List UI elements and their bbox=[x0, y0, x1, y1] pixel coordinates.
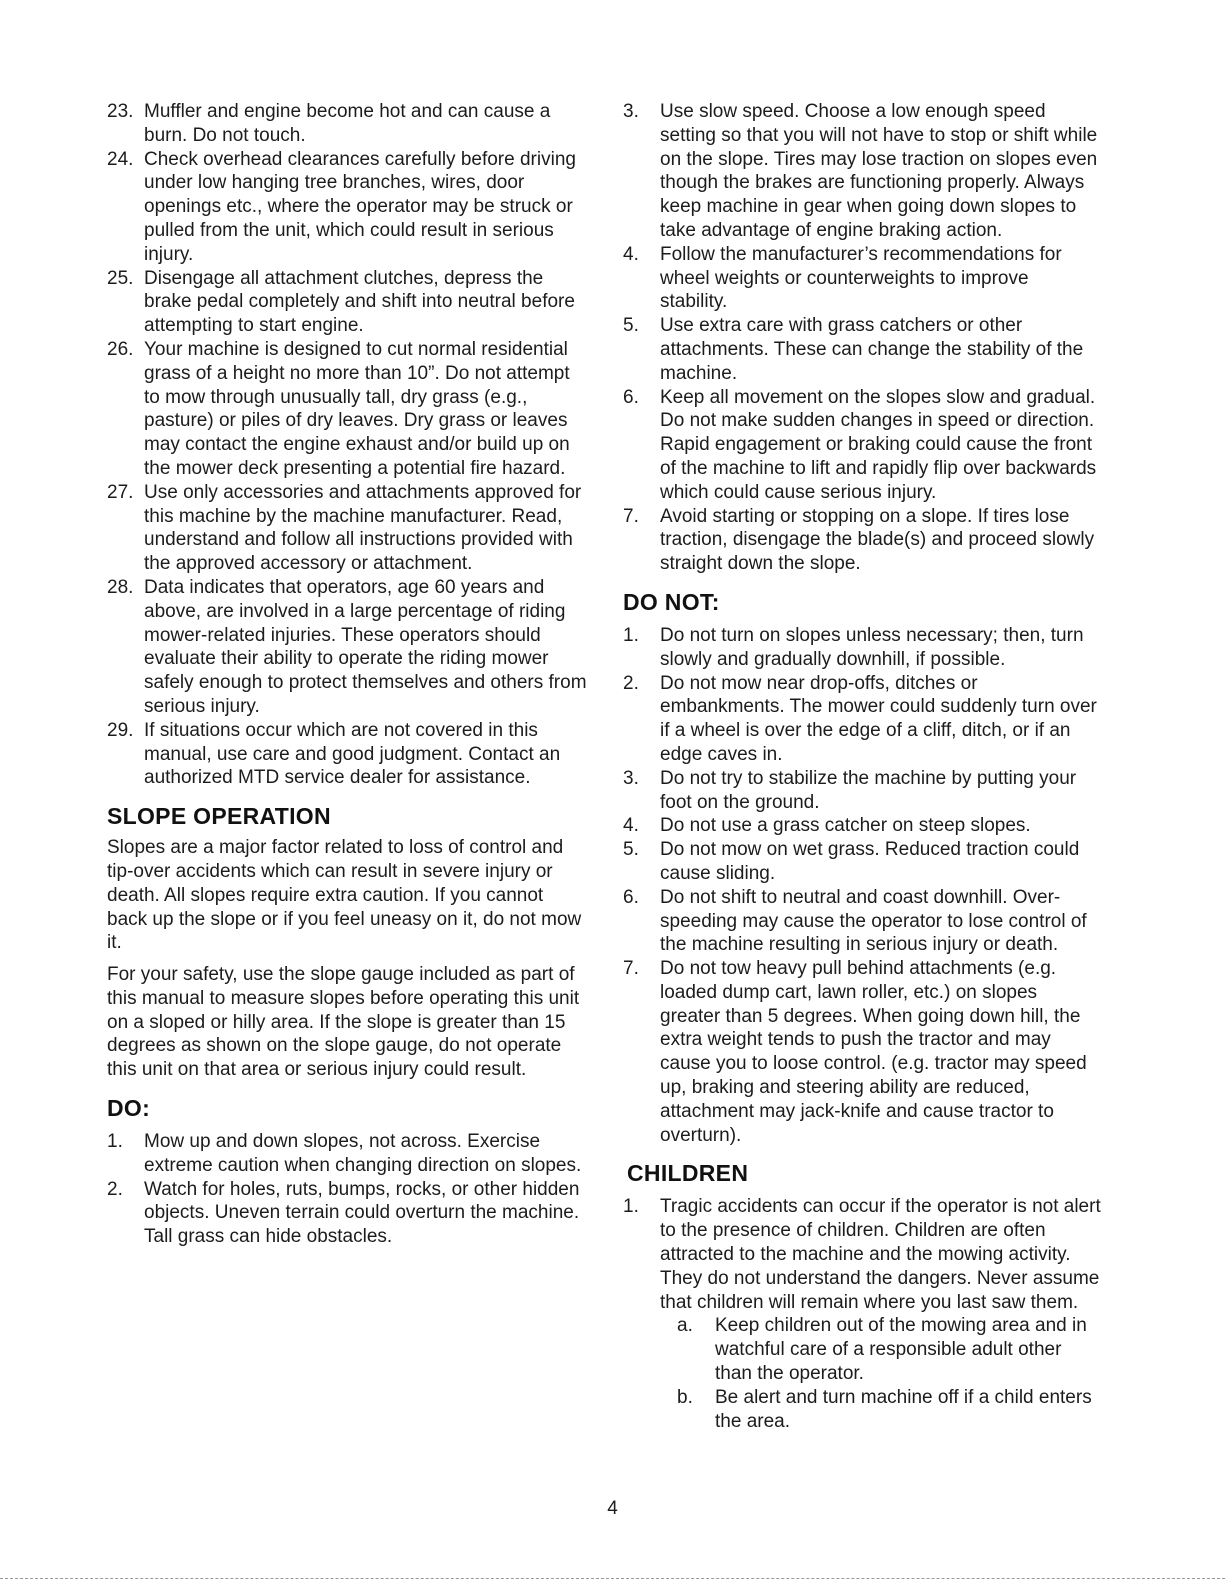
slope-paragraph-2: For your safety, use the slope gauge included as part of this manual to measure slopes before operating this unit on a sloped or hilly area. If the slope is greater than 15 degrees as shown on the slope gauge, do not operate this unit on that area or serious injury could result. bbox=[107, 964, 580, 1081]
item-text: Muffler and engine become hot and can cause a burn. Do not touch. bbox=[144, 101, 551, 146]
sub-list-item bbox=[677, 1386, 1101, 1434]
do-list bbox=[107, 1130, 587, 1249]
item-text: Do not mow on wet grass. Reduced traction could cause sliding. bbox=[660, 839, 1080, 884]
item-number: 24. bbox=[107, 148, 134, 170]
item-number: 23. bbox=[107, 101, 134, 122]
item-number: 6. bbox=[623, 386, 639, 408]
left-column bbox=[107, 100, 587, 1249]
item-text: Do not mow near drop-offs, ditches or embankments. The mower could suddenly turn over if a wheel is over the edge of a cliff, ditch, or if an edge caves in. bbox=[660, 672, 1097, 765]
item-text: Use extra care with grass catchers or other attachments. These can change the stability of the machine. bbox=[660, 315, 1084, 384]
item-number: 6. bbox=[623, 886, 639, 908]
list-item bbox=[623, 814, 1101, 838]
item-number: 27. bbox=[107, 481, 134, 503]
do-list-continued bbox=[623, 100, 1101, 576]
list-item bbox=[107, 576, 587, 719]
list-item bbox=[623, 314, 1101, 385]
list-item bbox=[623, 386, 1101, 505]
sub-item-text: Be alert and turn machine off if a child enters the area. bbox=[715, 1386, 1092, 1432]
item-text: Data indicates that operators, age 60 years and above, are involved in a large percentage of riding mower-related injuries. These operators should evaluate their ability to operate the riding mower safely enough to protect themselves and others from serious injury. bbox=[144, 576, 587, 717]
item-text: Tragic accidents can occur if the operator is not alert to the presence of children. Children are often attracted to the machine and the mowing activity. They do not understand the dangers. Never assume that children will remain where you last saw them. bbox=[660, 1196, 1101, 1313]
item-number: 5. bbox=[623, 315, 639, 337]
item-text: Do not use a grass catcher on steep slopes. bbox=[660, 815, 1031, 837]
item-text: Your machine is designed to cut normal residential grass of a height no more than 10”. Do not attempt to mow through unusually tall, dry grass (e.g., pasture) or piles of dry leaves. Dry grass or leaves may contact the engine exhaust and/or build up on the mower deck presenting a potential fire hazard. bbox=[144, 338, 570, 479]
list-item bbox=[623, 243, 1101, 314]
list-item bbox=[623, 624, 1101, 672]
children-heading: CHILDREN bbox=[627, 1160, 749, 1187]
item-text: Keep all movement on the slopes slow and gradual. Do not make sudden changes in speed or direction. Rapid engagement or braking could cause the front of the machine to lift and rapidly flip over backwards which could cause serious injury. bbox=[660, 386, 1097, 503]
slope-paragraph-1: Slopes are a major factor related to loss of control and tip-over accidents which can result in severe injury or death. All slopes require extra caution. If you cannot back up the slope or if you feel uneasy on it, do not mow it. bbox=[107, 837, 582, 954]
item-number: 25. bbox=[107, 267, 134, 289]
item-text: Mow up and down slopes, not across. Exercise extreme caution when changing direction on slopes. bbox=[144, 1131, 582, 1176]
item-number: 5. bbox=[623, 839, 639, 861]
item-number: 3. bbox=[623, 101, 639, 122]
list-item bbox=[623, 767, 1101, 815]
item-text: Do not try to stabilize the machine by putting your foot on the ground. bbox=[660, 767, 1077, 813]
item-text: Watch for holes, ruts, bumps, rocks, or other hidden objects. Uneven terrain could overturn the machine. Tall grass can hide obstacles. bbox=[144, 1178, 580, 1248]
item-number: 2. bbox=[107, 1178, 123, 1200]
list-item bbox=[107, 267, 587, 338]
page-number: 4 bbox=[607, 1498, 618, 1519]
right-column bbox=[623, 100, 1101, 1433]
item-text: Use only accessories and attachments approved for this machine by the machine manufacturer. Read, understand and follow all instructions provided with the approved accessory or attachment. bbox=[144, 481, 582, 575]
item-number: 7. bbox=[623, 958, 639, 980]
item-text: If situations occur which are not covered in this manual, use care and good judgment. Contact an authorized MTD service dealer for assistance. bbox=[144, 719, 561, 789]
safety-list bbox=[107, 100, 587, 790]
do-not-heading: DO NOT: bbox=[623, 588, 720, 615]
item-text: Do not tow heavy pull behind attachments (e.g. loaded dump cart, lawn roller, etc.) on slopes greater than 5 degrees. When going down hill, the extra weight tends to push the tractor and may cause you to loose control. (e.g. tractor may speed up, braking and steering ability are reduced, attachment may jack-knife and cause tractor to overturn). bbox=[660, 958, 1087, 1146]
item-text: Avoid starting or stopping on a slope. If tires lose traction, disengage the blade(s) and proceed slowly straight down the slope. bbox=[660, 505, 1095, 575]
item-text: Use slow speed. Choose a low enough speed setting so that you will not have to stop or shift while on the slope. Tires may lose traction on slopes even though the brakes are functioning properly. Always keep machine in gear when going down slopes to take advantage of engine braking action. bbox=[660, 101, 1098, 241]
list-item bbox=[623, 1195, 1101, 1433]
do-heading: DO: bbox=[107, 1095, 151, 1122]
sub-item-letter: b. bbox=[677, 1386, 693, 1408]
list-item bbox=[107, 100, 587, 148]
sub-item-text: Keep children out of the mowing area and in watchful care of a responsible adult other than the operator. bbox=[715, 1315, 1087, 1385]
item-number: 7. bbox=[623, 505, 639, 527]
item-number: 1. bbox=[623, 1196, 639, 1218]
sub-list-item bbox=[677, 1314, 1101, 1385]
item-text: Follow the manufacturer’s recommendations for wheel weights or counterweights to improve stability. bbox=[660, 243, 1062, 313]
list-item bbox=[107, 1130, 587, 1178]
list-item bbox=[623, 672, 1101, 767]
item-number: 4. bbox=[623, 815, 639, 837]
item-text: Do not turn on slopes unless necessary; then, turn slowly and gradually downhill, if possible. bbox=[660, 624, 1084, 670]
do-not-list bbox=[623, 624, 1101, 1148]
list-item bbox=[107, 148, 587, 267]
item-number: 3. bbox=[623, 767, 639, 789]
item-number: 28. bbox=[107, 576, 134, 598]
list-item bbox=[623, 957, 1101, 1147]
list-item bbox=[107, 1178, 587, 1249]
item-number: 4. bbox=[623, 243, 639, 265]
page-bottom-border bbox=[0, 1578, 1225, 1579]
item-number: 26. bbox=[107, 338, 134, 360]
item-text: Disengage all attachment clutches, depress the brake pedal completely and shift into neutral before attempting to start engine. bbox=[144, 267, 575, 337]
item-number: 29. bbox=[107, 719, 134, 741]
item-number: 1. bbox=[623, 624, 639, 646]
children-list bbox=[623, 1195, 1101, 1433]
children-sublist bbox=[660, 1314, 1101, 1433]
item-text: Check overhead clearances carefully before driving under low hanging tree branches, wires, door openings etc., where the operator may be struck or pulled from the unit, which could result in serious injury. bbox=[144, 148, 576, 265]
list-item bbox=[623, 100, 1101, 243]
list-item bbox=[623, 886, 1101, 957]
list-item bbox=[623, 505, 1101, 576]
item-number: 1. bbox=[107, 1131, 123, 1153]
sub-item-letter: a. bbox=[677, 1315, 693, 1337]
list-item bbox=[107, 719, 587, 790]
item-number: 2. bbox=[623, 672, 639, 694]
slope-operation-heading: SLOPE OPERATION bbox=[107, 803, 331, 830]
list-item bbox=[623, 838, 1101, 886]
item-text: Do not shift to neutral and coast downhill. Over-speeding may cause the operator to lose control of the machine resulting in serious injury or death. bbox=[660, 886, 1087, 956]
list-item bbox=[107, 481, 587, 576]
list-item bbox=[107, 338, 587, 481]
